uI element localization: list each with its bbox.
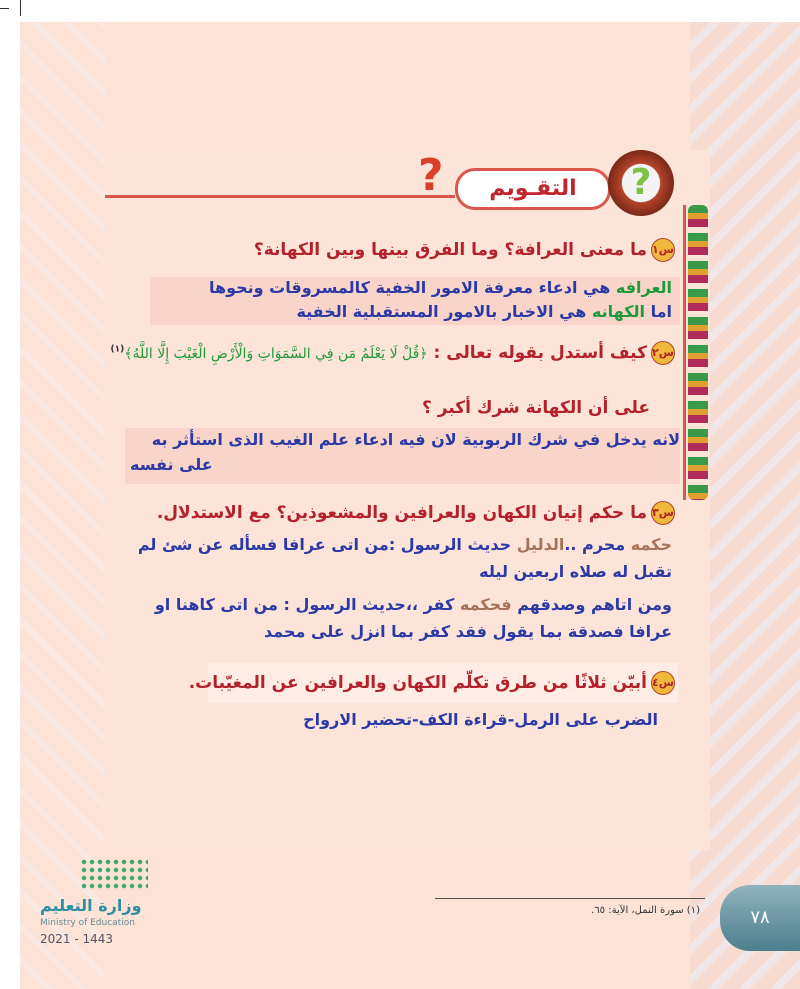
question-number-badge: س٣ (651, 501, 675, 525)
page-number: ٧٨ (720, 885, 800, 951)
question-mark-icon: ? (418, 150, 444, 201)
question-number-badge: س١ (651, 238, 675, 262)
question-3: س٣ما حكم إتيان الكهان والعرافين والمشعوذين؟ مع الاستدلال. (156, 503, 674, 523)
question-number-badge: س٢ (651, 341, 675, 365)
answer-1-line-2: اما الكهانه هي الاخبار بالامور المستقبلية الخفية (296, 302, 672, 321)
scan-edge-mark (20, 0, 21, 16)
answer-3-line-2: تقبل له صلاه اربعين ليله (479, 562, 672, 581)
question-1: س١ما معنى العرافة؟ وما الفرق بينها وبين الكهانة؟ (253, 240, 674, 260)
title-divider (105, 195, 455, 198)
answer-3-line-3: ومن اتاهم وصدقهم فحكمه كفر ،،حديث الرسول : من اتى كاهنا او (154, 595, 672, 614)
answer-3-line-4: عرافا فصدقة بما يقول فقد كفر بما انزل على محمد (264, 622, 672, 641)
ministry-name-ar: وزارة التعليم (40, 896, 142, 915)
answer-2-line-2: على نفسه (130, 455, 213, 474)
question-2: س٢كيف أستدل بقوله تعالى : ﴿قُلْ لَا يَعْلَمُ مَن فِي السَّمَوَاتِ وَالْأَرْضِ الْغَيْبَ إِلَّا اللَّهُ﴾$^{(١)}$ (110, 343, 674, 363)
answer-3-line-1: حكمه محرم ..الدليل حديث الرسول :من اتى عرافا فسأله عن شئ لم (137, 535, 672, 554)
question-2-continued: على أن الكهانة شرك أكبر ؟ (421, 398, 650, 418)
ministry-logo-icon (80, 858, 148, 890)
question-number-badge: س٤ (651, 671, 675, 695)
side-divider (683, 205, 686, 500)
scan-edge-mark (0, 8, 9, 9)
question-paper-icon: ? (608, 150, 674, 216)
footnote: (١) سورة النمل، الآية: ٦٥. (591, 905, 700, 916)
answer-4: الضرب على الرمل-قراءة الكف-تحضير الارواح (303, 710, 658, 729)
page-title: التقـويم (455, 168, 611, 210)
answer-2-line-1: لانه يدخل في شرك الربوبية لان فيه ادعاء علم الغيب الذى استأثر به (151, 430, 680, 449)
ministry-name-en: Ministry of Education (40, 918, 135, 928)
footnote-divider (435, 898, 705, 899)
side-ornament-strip (688, 205, 708, 500)
footnote-ref: (١) (110, 344, 125, 355)
answer-1-line-1: العرافه هي ادعاء معرفة الامور الخفية كالمسروقات ونحوها (208, 278, 672, 297)
quran-verse: ﴿قُلْ لَا يَعْلَمُ مَن فِي السَّمَوَاتِ وَالْأَرْضِ الْغَيْبَ إِلَّا اللَّهُ﴾ (124, 346, 428, 362)
left-ornament (20, 22, 105, 989)
question-4: س٤أبيّن ثلاثًا من طرق تكلّم الكهان والعرافين عن المغيّبات. (188, 673, 674, 693)
academic-year: 2021 - 1443 (40, 932, 114, 946)
